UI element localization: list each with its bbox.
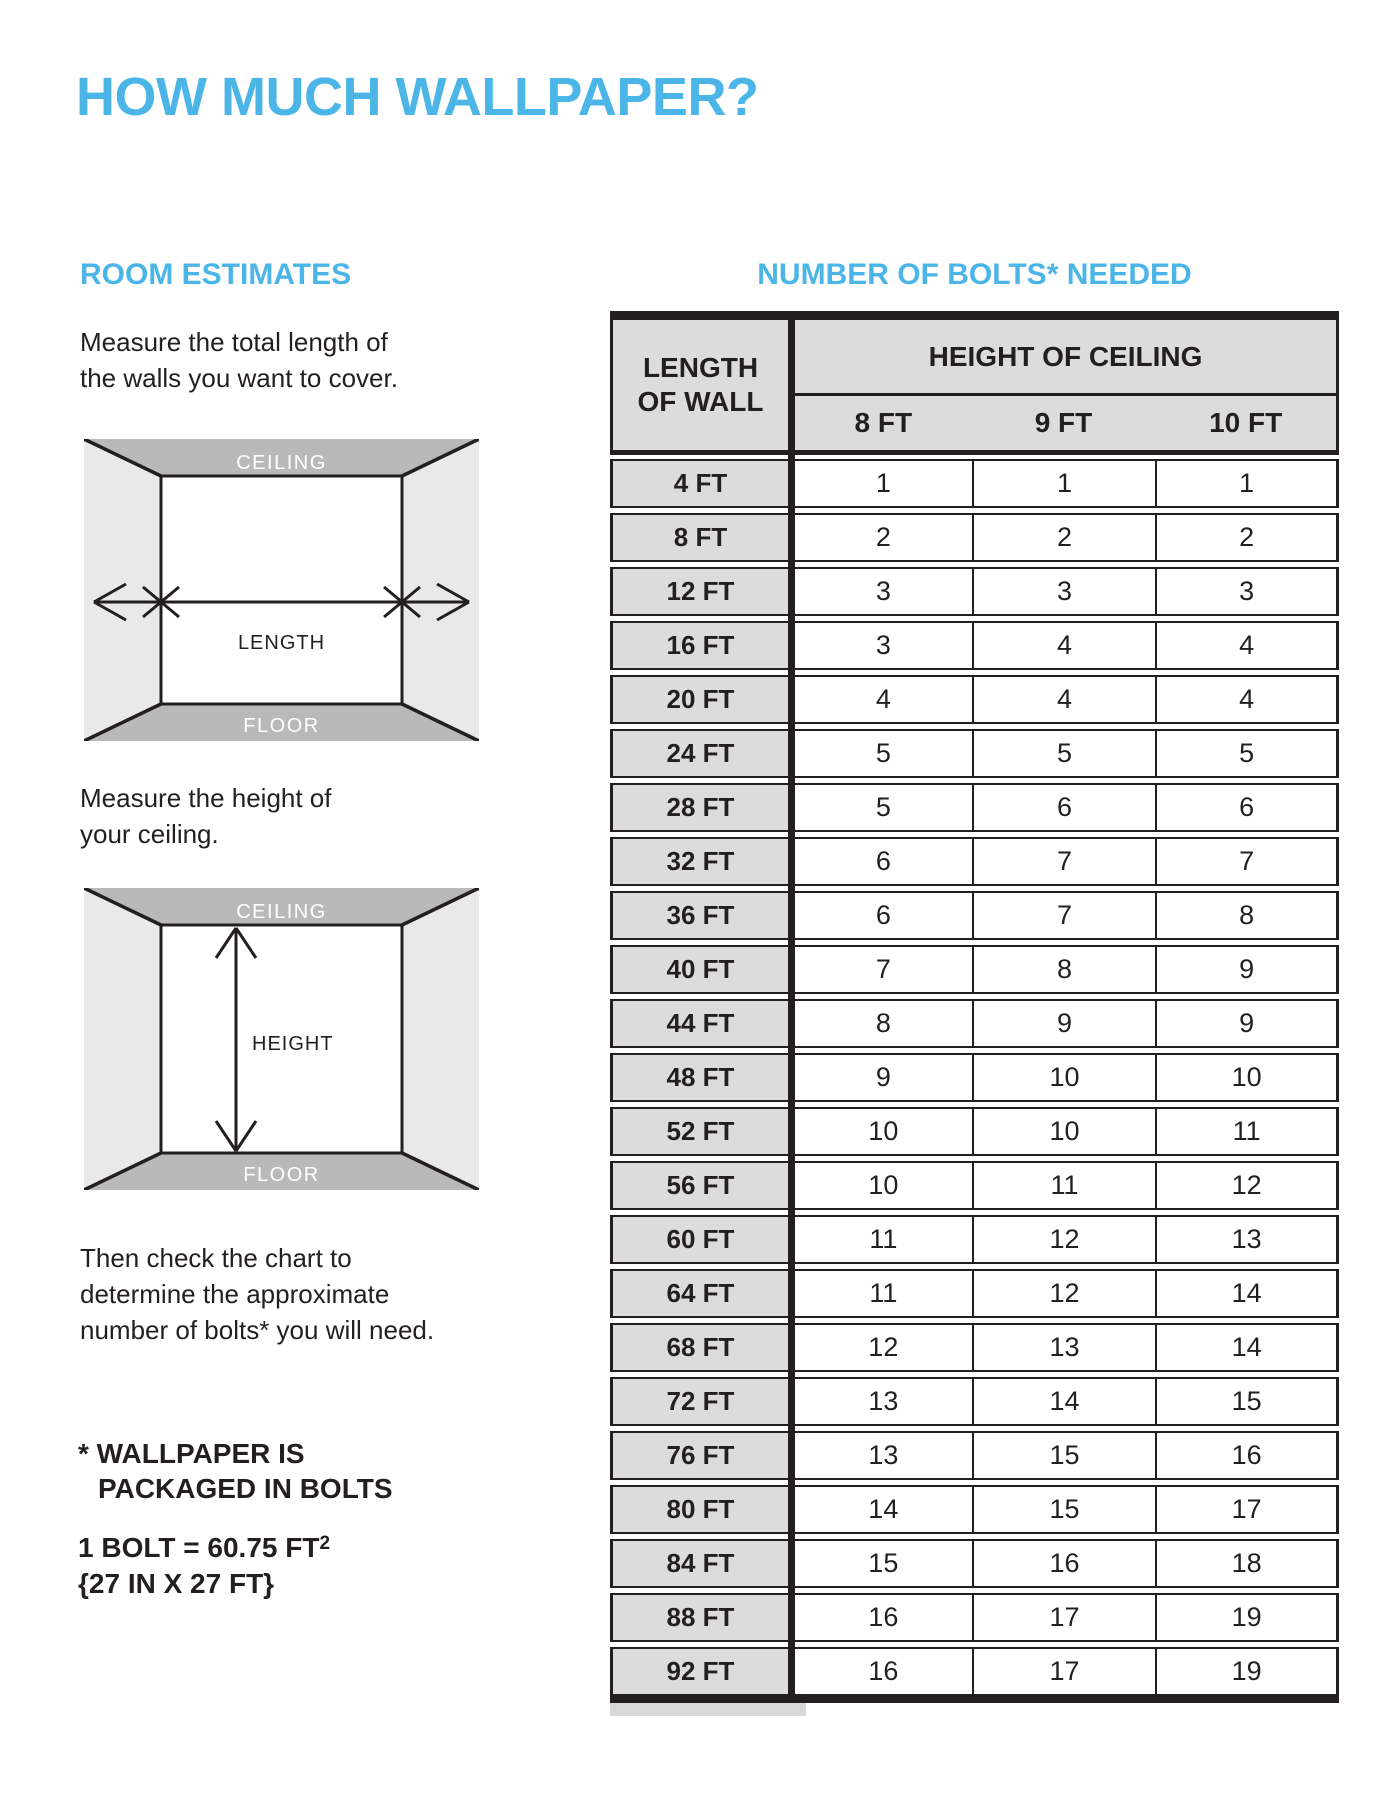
bolt-count-cell: 10 [972, 1053, 1156, 1102]
floor-label: FLOOR [243, 715, 320, 737]
wall-length-row-label: 28 FT [610, 783, 788, 832]
room-estimates-heading: ROOM ESTIMATES [80, 258, 352, 291]
instruction-measure-height [80, 780, 332, 852]
bolt-count-cell: 16 [788, 1647, 972, 1696]
bolt-count-cell: 13 [1155, 1215, 1339, 1264]
instruction-line: Measure the total length of [80, 327, 388, 357]
bolt-count-cell: 13 [788, 1431, 972, 1480]
left-wall-surface [84, 439, 161, 741]
bolt-count-cell: 1 [972, 459, 1156, 508]
bolt-count-cell: 9 [972, 999, 1156, 1048]
room-height-diagram [84, 888, 479, 1190]
column-header-8ft: 8 FT [788, 396, 972, 450]
wall-length-row-label: 52 FT [610, 1107, 788, 1156]
bolt-count-cell: 1 [1155, 459, 1339, 508]
wall-length-row-label: 64 FT [610, 1269, 788, 1318]
bolt-count-cell: 19 [1155, 1647, 1339, 1696]
wall-length-row-label: 80 FT [610, 1485, 788, 1534]
instruction-check-chart [80, 1240, 434, 1348]
bolt-count-cell: 10 [788, 1107, 972, 1156]
bolt-count-cell: 4 [972, 621, 1156, 670]
instruction-line: number of bolts* you will need. [80, 1315, 435, 1345]
wall-length-row-label: 32 FT [610, 837, 788, 886]
instruction-line: your ceiling. [80, 819, 219, 849]
bolt-count-cell: 6 [788, 837, 972, 886]
bolt-count-cell: 7 [972, 891, 1156, 940]
bolt-count-cell: 15 [972, 1485, 1156, 1534]
wall-length-row-label: 76 FT [610, 1431, 788, 1480]
bolt-count-cell: 3 [788, 567, 972, 616]
wall-length-row-label: 4 FT [610, 459, 788, 508]
bolt-count-cell: 15 [972, 1431, 1156, 1480]
bolt-count-cell: 17 [972, 1647, 1156, 1696]
column-header-length-of-wall: LENGTH OF WALL [610, 320, 788, 450]
bolt-count-cell: 13 [972, 1323, 1156, 1372]
bolts-needed-table [610, 311, 1339, 1716]
instruction-line: determine the approximate [80, 1279, 390, 1309]
bolt-count-cell: 3 [1155, 567, 1339, 616]
wall-length-row-label: 20 FT [610, 675, 788, 724]
column-header-10ft: 10 FT [1155, 396, 1339, 450]
bolt-count-cell: 4 [972, 675, 1156, 724]
wall-length-row-label: 92 FT [610, 1647, 788, 1696]
bolt-count-cell: 11 [788, 1215, 972, 1264]
bolt-count-cell: 5 [788, 783, 972, 832]
wall-length-row-label: 36 FT [610, 891, 788, 940]
bolt-count-cell: 2 [788, 513, 972, 562]
wall-length-row-label: 44 FT [610, 999, 788, 1048]
wall-length-row-label: 84 FT [610, 1539, 788, 1588]
bolt-count-cell: 12 [788, 1323, 972, 1372]
bolt-count-cell: 5 [788, 729, 972, 778]
bolt-count-cell: 11 [788, 1269, 972, 1318]
left-wall-surface [84, 888, 161, 1190]
wall-length-row-label: 88 FT [610, 1593, 788, 1642]
bolt-count-cell: 4 [1155, 675, 1339, 724]
table-bottom-border [610, 1696, 1339, 1703]
right-wall-surface [402, 888, 479, 1190]
bolt-count-cell: 10 [972, 1107, 1156, 1156]
bolt-count-cell: 11 [1155, 1107, 1339, 1156]
bolt-count-cell: 11 [972, 1161, 1156, 1210]
bolt-count-cell: 4 [788, 675, 972, 724]
footnote-line: PACKAGED IN BOLTS [98, 1473, 393, 1504]
instruction-line: Then check the chart to [80, 1243, 352, 1273]
bolt-count-cell: 15 [1155, 1377, 1339, 1426]
wall-length-row-label: 68 FT [610, 1323, 788, 1372]
wall-length-row-label: 12 FT [610, 567, 788, 616]
room-height-diagram-svg [84, 888, 479, 1190]
bolt-count-cell: 17 [972, 1593, 1156, 1642]
wall-length-row-label: 48 FT [610, 1053, 788, 1102]
bolt-count-cell: 12 [972, 1215, 1156, 1264]
bolt-count-cell: 12 [1155, 1161, 1339, 1210]
instruction-line: Measure the height of [80, 783, 332, 813]
bolt-count-cell: 4 [1155, 621, 1339, 670]
bolt-footnote [78, 1436, 393, 1506]
ceiling-label: CEILING [236, 901, 327, 923]
table-vertical-divider [788, 311, 795, 1703]
table-top-border [610, 311, 1339, 320]
bolt-count-cell: 19 [1155, 1593, 1339, 1642]
bolt-count-cell: 10 [1155, 1053, 1339, 1102]
bolt-count-cell: 12 [972, 1269, 1156, 1318]
bolt-count-cell: 8 [972, 945, 1156, 994]
footnote-line: * WALLPAPER IS [78, 1438, 305, 1469]
wall-length-row-label: 8 FT [610, 513, 788, 562]
bolt-count-cell: 6 [1155, 783, 1339, 832]
floor-label: FLOOR [243, 1164, 320, 1186]
wall-length-row-label: 60 FT [610, 1215, 788, 1264]
table-header [610, 320, 1339, 455]
bolt-count-cell: 18 [1155, 1539, 1339, 1588]
wall-length-row-label: 16 FT [610, 621, 788, 670]
wall-length-row-label: 40 FT [610, 945, 788, 994]
bolt-count-cell: 7 [972, 837, 1156, 886]
bolt-count-cell: 2 [1155, 513, 1339, 562]
column-group-header-height-of-ceiling: HEIGHT OF CEILING [788, 320, 1339, 396]
page-title: HOW MUCH WALLPAPER? [76, 67, 759, 127]
bolt-dimensions: {27 IN X 27 FT} [78, 1568, 275, 1599]
bolt-count-cell: 1 [788, 459, 972, 508]
instruction-measure-length [80, 324, 398, 396]
bolt-count-cell: 14 [1155, 1323, 1339, 1372]
room-length-diagram-svg [84, 439, 479, 741]
bolt-count-cell: 16 [972, 1539, 1156, 1588]
bolt-count-cell: 17 [1155, 1485, 1339, 1534]
bolt-count-cell: 14 [1155, 1269, 1339, 1318]
bolt-count-cell: 6 [788, 891, 972, 940]
bolt-equation-text: 1 BOLT = 60.75 FT [78, 1532, 320, 1563]
bolt-count-cell: 13 [788, 1377, 972, 1426]
bolt-count-cell: 9 [1155, 945, 1339, 994]
bolt-count-cell: 7 [1155, 837, 1339, 886]
bolt-count-cell: 14 [972, 1377, 1156, 1426]
wall-length-row-label: 24 FT [610, 729, 788, 778]
bolt-count-cell: 10 [788, 1161, 972, 1210]
instruction-line: the walls you want to cover. [80, 363, 398, 393]
length-label: LENGTH [237, 632, 326, 654]
bolt-count-cell: 5 [972, 729, 1156, 778]
bolt-count-cell: 15 [788, 1539, 972, 1588]
bolt-count-cell: 7 [788, 945, 972, 994]
bolt-count-cell: 16 [788, 1593, 972, 1642]
bolt-count-cell: 14 [788, 1485, 972, 1534]
bolt-count-cell: 9 [788, 1053, 972, 1102]
bolt-equation [78, 1532, 330, 1564]
room-length-diagram [84, 439, 479, 741]
bolt-count-cell: 3 [788, 621, 972, 670]
bolt-count-cell: 6 [972, 783, 1156, 832]
bolt-count-cell: 2 [972, 513, 1156, 562]
table-body [610, 455, 1339, 1696]
height-label: HEIGHT [252, 1033, 334, 1055]
wall-length-row-label: 56 FT [610, 1161, 788, 1210]
column-header-9ft: 9 FT [972, 396, 1156, 450]
back-wall-surface [161, 476, 402, 704]
bolt-count-cell: 16 [1155, 1431, 1339, 1480]
bolt-count-cell: 3 [972, 567, 1156, 616]
bolts-table-heading: NUMBER OF BOLTS* NEEDED [757, 258, 1192, 291]
bolt-count-cell: 9 [1155, 999, 1339, 1048]
bolt-equation-superscript: 2 [319, 1533, 331, 1554]
bolt-count-cell: 8 [788, 999, 972, 1048]
bolt-count-cell: 8 [1155, 891, 1339, 940]
table-gray-tail [610, 1703, 806, 1716]
wall-length-row-label: 72 FT [610, 1377, 788, 1426]
bolt-count-cell: 5 [1155, 729, 1339, 778]
right-wall-surface [402, 439, 479, 741]
ceiling-label: CEILING [236, 452, 327, 474]
